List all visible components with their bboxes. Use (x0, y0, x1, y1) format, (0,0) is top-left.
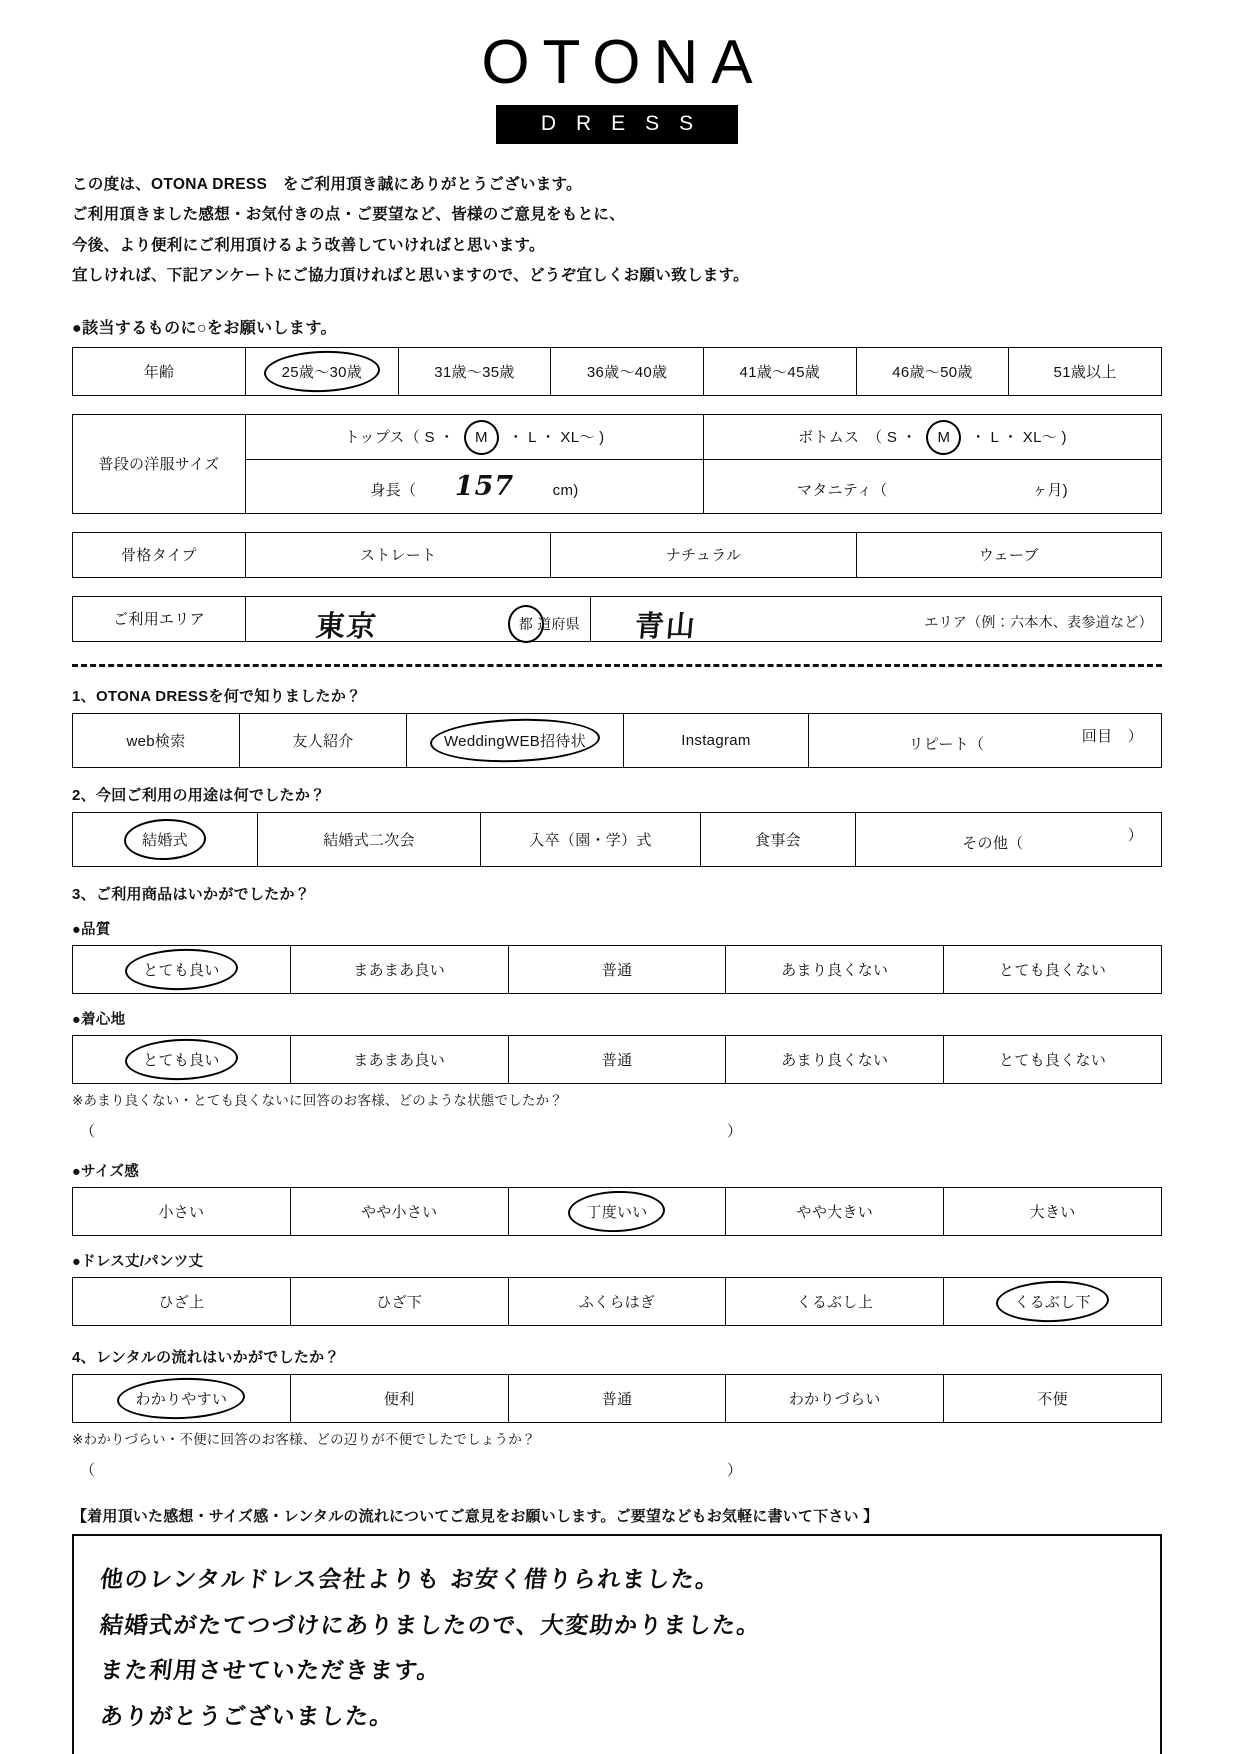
circle-instruction: ●該当するものに○をお願いします。 (72, 319, 337, 337)
intro-paragraph (72, 170, 1162, 291)
q1-repeat-label: リピート（ (908, 735, 985, 753)
maternity-label: マタニティ（ (796, 481, 888, 499)
q2-option-dining[interactable]: 食事会 (701, 812, 856, 866)
clothing-size-label: 普段の洋服サイズ (73, 414, 246, 513)
height-cell[interactable] (246, 459, 704, 513)
q2-option-other[interactable] (856, 812, 1162, 866)
body-type-option-wave[interactable]: ウェーブ (856, 532, 1161, 577)
age-option-31-35[interactable]: 31歳〜35歳 (398, 347, 551, 395)
q3-comfort-answer-open: （ (80, 1122, 96, 1140)
q3-fit-label: ●サイズ感 (72, 1163, 140, 1180)
fit-option-large[interactable]: 大きい (944, 1187, 1162, 1235)
q3-comfort-note: ※あまり良くない・とても良くないに回答のお客様、どのような状態でしたか？ (72, 1092, 564, 1108)
age-table (72, 347, 1162, 396)
body-type-option-straight[interactable]: ストレート (246, 532, 551, 577)
q2-table (72, 812, 1162, 867)
quality-option-not-very-good[interactable]: あまり良くない (726, 945, 944, 993)
q3-fit-table (72, 1187, 1162, 1236)
clothing-size-table (72, 414, 1162, 514)
q3-length-label: ●ドレス丈/パンツ丈 (72, 1253, 204, 1270)
prefecture-suffix-circled: 都 (515, 612, 537, 636)
age-label: 年齢 (73, 347, 246, 395)
free-comment-line-4: ありがとうございました。 (98, 1703, 396, 1730)
selected-mark: とても良い (139, 1047, 224, 1072)
fit-option-small[interactable]: 小さい (73, 1187, 291, 1235)
selected-mark: 丁度いい (582, 1199, 651, 1224)
q2-option-after-party[interactable]: 結婚式二次会 (258, 812, 481, 866)
q2-other-suffix: ） (1127, 826, 1143, 844)
prefecture-value: 東京 (314, 609, 380, 644)
area-table (72, 596, 1162, 642)
comfort-option-very-bad[interactable]: とても良くない (944, 1035, 1162, 1083)
bottoms-selected-size: M (933, 427, 954, 448)
q1-table (72, 713, 1162, 768)
q2-option-wedding[interactable] (73, 812, 258, 866)
area-detail-cell[interactable] (591, 596, 1162, 644)
prefecture-cell[interactable] (246, 596, 591, 644)
prefecture-suffix (515, 612, 580, 636)
fit-option-slightly-large[interactable]: やや大きい (726, 1187, 944, 1235)
table-row (73, 1035, 1162, 1083)
selected-mark: WeddingWEB招待状 (440, 728, 590, 753)
selected-mark: わかりやすい (131, 1386, 231, 1411)
q4-answer-row[interactable] (72, 1459, 1162, 1479)
maternity-cell[interactable] (703, 459, 1161, 513)
q1-title: 1、OTONA DRESSを何で知りましたか？ (72, 687, 362, 705)
length-option-calf[interactable]: ふくらはぎ (508, 1277, 726, 1325)
age-option-46-50[interactable]: 46歳〜50歳 (856, 347, 1009, 395)
table-row (73, 1374, 1162, 1422)
intro-line-1: この度は、OTONA DRESS をご利用頂き誠にありがとうございます。 (72, 176, 582, 194)
q1-option-repeat[interactable] (809, 713, 1162, 767)
logo-dress-text: DRESS (496, 105, 738, 144)
length-option-above-knee[interactable]: ひざ上 (73, 1277, 291, 1325)
q1-option-instagram[interactable]: Instagram (624, 713, 809, 767)
comfort-option-fairly-good[interactable]: まあまあ良い (290, 1035, 508, 1083)
age-option-41-45[interactable]: 41歳〜45歳 (703, 347, 856, 395)
section-divider (72, 664, 1162, 667)
selected-mark: 結婚式 (138, 827, 192, 852)
table-row (73, 347, 1162, 395)
tops-size-cell[interactable] (246, 414, 704, 459)
q3-title: 3、ご利用商品はいかがでしたか？ (72, 885, 311, 903)
table-row (73, 532, 1162, 577)
quality-option-normal[interactable]: 普通 (508, 945, 726, 993)
q4-table (72, 1374, 1162, 1423)
q3-length-table (72, 1277, 1162, 1326)
free-comment-title: 【着用頂いた感想・サイズ感・レンタルの流れについてご意見をお願いします。ご要望などもお気軽に書いて下さい 】 (72, 1507, 879, 1525)
fit-option-just-right[interactable] (508, 1187, 726, 1235)
fit-option-slightly-small[interactable]: やや小さい (290, 1187, 508, 1235)
age-option-25-30[interactable] (246, 347, 399, 395)
length-option-above-ankle[interactable]: くるぶし上 (726, 1277, 944, 1325)
q4-option-inconvenient[interactable]: 不便 (944, 1374, 1162, 1422)
prefecture-suffix-rest: 道府県 (537, 616, 580, 633)
age-option-51-plus[interactable]: 51歳以上 (1009, 347, 1162, 395)
q4-option-normal[interactable]: 普通 (508, 1374, 726, 1422)
free-comment-box[interactable] (72, 1534, 1162, 1754)
table-row (73, 1187, 1162, 1235)
table-row (73, 713, 1162, 767)
body-type-table (72, 532, 1162, 578)
logo-otona-text: OTONA (481, 28, 766, 97)
body-type-option-natural[interactable]: ナチュラル (551, 532, 856, 577)
length-option-below-knee[interactable]: ひざ下 (290, 1277, 508, 1325)
selected-mark: とても良い (139, 957, 224, 982)
height-value: 157 (454, 470, 515, 502)
intro-line-4: 宜しければ、下記アンケートにご協力頂ければと思いますので、どうぞ宜しくお願い致します。 (72, 266, 749, 284)
area-value: 青山 (633, 609, 699, 644)
q1-option-web-search[interactable]: web検索 (73, 713, 240, 767)
q4-option-convenient[interactable]: 便利 (290, 1374, 508, 1422)
q4-title: 4、レンタルの流れはいかがでしたか？ (72, 1348, 340, 1366)
quality-option-fairly-good[interactable]: まあまあ良い (290, 945, 508, 993)
q1-option-friend[interactable]: 友人紹介 (240, 713, 407, 767)
q3-comfort-answer-row[interactable] (72, 1120, 1162, 1140)
selected-mark: くるぶし下 (1010, 1289, 1095, 1314)
tops-prefix: トップス（ S ・ (344, 428, 455, 446)
q4-option-easy[interactable] (73, 1374, 291, 1422)
q1-option-weddingweb[interactable] (407, 713, 624, 767)
q2-option-school-ceremony[interactable]: 入卒（園・学）式 (481, 812, 701, 866)
q4-option-hard[interactable]: わかりづらい (726, 1374, 944, 1422)
q4-answer-close: ） (727, 1461, 743, 1479)
bottoms-suffix: ・ L ・ XL〜 ) (970, 428, 1067, 446)
free-comment-line-2: 結婚式がたてつづけにありましたので、大変助かりました。 (98, 1612, 763, 1639)
bottoms-size-cell[interactable] (703, 414, 1161, 459)
maternity-unit: ヶ月) (1032, 481, 1068, 499)
comfort-option-not-very-good[interactable]: あまり良くない (726, 1035, 944, 1083)
intro-line-3: 今後、より便利にご利用頂けるよう改善していければと思います。 (72, 236, 545, 254)
free-comment-line-3: また利用させていただきます。 (98, 1658, 443, 1685)
q4-note: ※わかりづらい・不便に回答のお客様、どの辺りが不便でしたでしょうか？ (72, 1431, 536, 1447)
age-option-36-40[interactable]: 36歳〜40歳 (551, 347, 704, 395)
table-row (73, 812, 1162, 866)
q3-quality-label: ●品質 (72, 921, 111, 938)
q4-answer-open: （ (80, 1461, 96, 1479)
table-row (73, 1277, 1162, 1325)
q3-quality-table (72, 945, 1162, 994)
length-option-below-ankle[interactable] (944, 1277, 1162, 1325)
q3-comfort-label: ●着心地 (72, 1011, 126, 1028)
height-unit: cm) (552, 481, 579, 499)
q2-other-label: その他（ (962, 834, 1024, 852)
intro-line-2: ご利用頂きました感想・お気付きの点・ご要望など、皆様のご意見をもとに、 (72, 206, 626, 224)
table-row (73, 596, 1162, 641)
comfort-option-normal[interactable]: 普通 (508, 1035, 726, 1083)
free-comment-line-1: 他のレンタルドレス会社よりも お安く借りられました。 (98, 1566, 722, 1593)
tops-selected-size: M (471, 427, 492, 448)
area-label: ご利用エリア (73, 596, 246, 641)
table-row (73, 945, 1162, 993)
brand-logo (72, 0, 1162, 144)
q2-title: 2、今回ご利用の用途は何でしたか？ (72, 786, 326, 804)
quality-option-very-good[interactable] (73, 945, 291, 993)
comfort-option-very-good[interactable] (73, 1035, 291, 1083)
table-row (73, 414, 1162, 459)
body-type-label: 骨格タイプ (73, 532, 246, 577)
height-label: 身長（ (370, 481, 417, 499)
tops-suffix: ・ L ・ XL〜 ) (508, 428, 605, 446)
bottoms-prefix: ボトムス （ S ・ (798, 428, 917, 446)
selected-mark: 25歳〜30歳 (278, 359, 366, 384)
area-hint: エリア（例：六本木、表参道など） (924, 614, 1153, 631)
quality-option-very-bad[interactable]: とても良くない (944, 945, 1162, 993)
q3-comfort-table (72, 1035, 1162, 1084)
q1-repeat-suffix: 回目 ） (1081, 727, 1143, 745)
q3-comfort-answer-close: ） (727, 1122, 743, 1140)
